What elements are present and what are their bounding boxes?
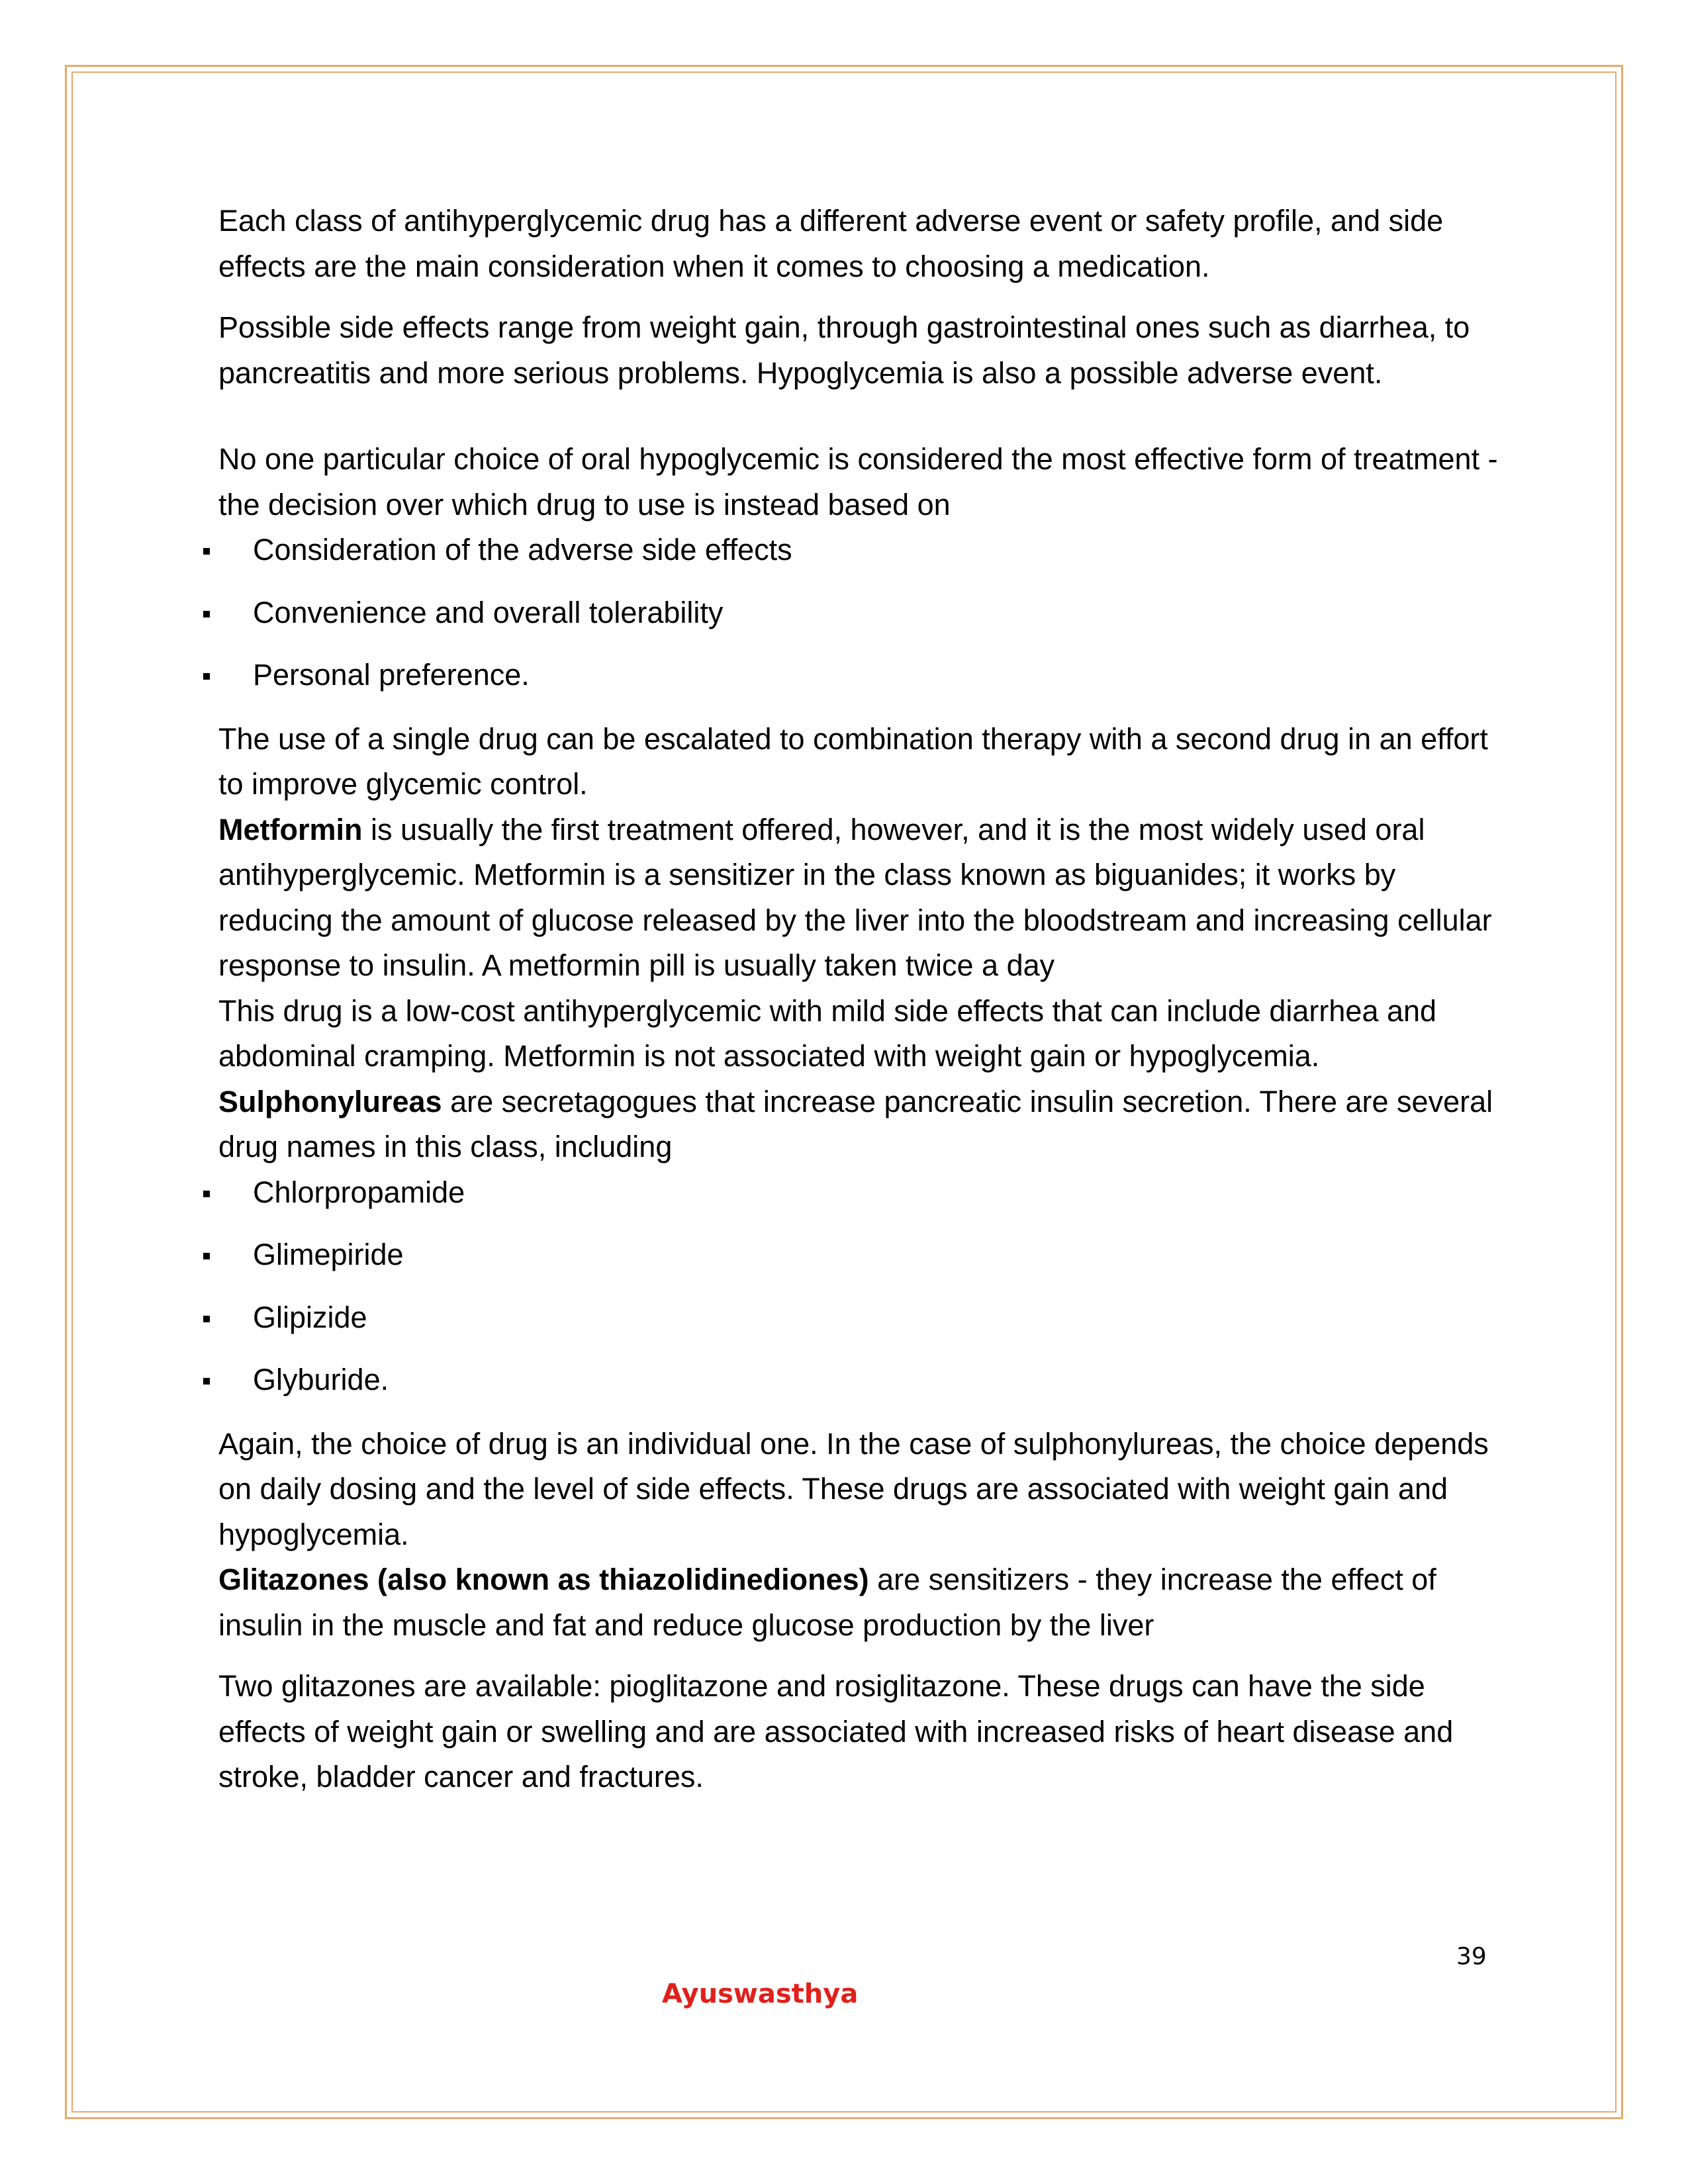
- list-item: Consideration of the adverse side effects: [218, 527, 1509, 573]
- paragraph-sulphonylureas: [218, 1079, 1509, 1170]
- paragraph-glitazones: [218, 1557, 1509, 1648]
- list-item: Glipizide: [218, 1295, 1509, 1341]
- paragraph-two-glitazones: Two glitazones are available: pioglitazone and rosiglitazone. These drugs can have the side effects of weight gain or swelling and are associated with increased risks of heart disease and stroke, bladder cancer and fractures.: [218, 1669, 1454, 1794]
- paragraph-drug-choice: No one particular choice of oral hypoglycemic is considered the most effective form of treatment - the decision over which drug to use is instead based on: [218, 442, 1498, 522]
- list-item: Glimepiride: [218, 1232, 1509, 1278]
- paragraph-metformin: [218, 807, 1509, 989]
- glitazones-description: are sensitizers - they increase the effect of insulin in the muscle and fat and reduce glucose production by the liver: [218, 1563, 1436, 1642]
- paragraph-individual-choice: Again, the choice of drug is an individual one. In the case of sulphonylureas, the choice depends on daily dosing and the level of side effects. These drugs are associated with weight gain and hypoglycemia.: [218, 1426, 1489, 1551]
- list-item: Glyburide.: [218, 1357, 1509, 1403]
- term-sulphonylureas: Sulphonylureas: [218, 1084, 442, 1118]
- list-item: Chlorpropamide: [218, 1170, 1509, 1216]
- page-content: [218, 199, 1509, 1800]
- decision-factors-list: [218, 527, 1509, 698]
- footer-brand: Ayuswasthya: [662, 1979, 859, 2009]
- metformin-description: is usually the first treatment offered, however, and it is the most widely used oral antihyperglycemic. Metformin is a sensitizer in the class known as biguanides; it works by reducing the amount of glucose released by the liver into the bloodstream and increasing cellular response to insulin. A metformin pill is usually taken twice a day: [218, 812, 1492, 982]
- list-item: Personal preference.: [218, 653, 1509, 698]
- paragraph-adverse-profile: Each class of antihyperglycemic drug has a different adverse event or safety profile, and side effects are the main consideration when it comes to choosing a medication.: [218, 204, 1444, 283]
- sulphonylurea-drugs-list: [218, 1170, 1509, 1403]
- paragraph-side-effects: Possible side effects range from weight gain, through gastrointestinal ones such as diarrhea, to pancreatitis and more serious problems. Hypoglycemia is also a possible adverse event.: [218, 310, 1470, 390]
- term-glitazones: Glitazones (also known as thiazolidinediones): [218, 1563, 869, 1596]
- list-item: Convenience and overall tolerability: [218, 590, 1509, 636]
- page-number: 39: [1456, 1943, 1487, 1970]
- paragraph-metformin-cost: This drug is a low-cost antihyperglycemic with mild side effects that can include diarrhea and abdominal cramping. Metformin is not associated with weight gain or hypoglycemia.: [218, 993, 1437, 1073]
- paragraph-combination-therapy: The use of a single drug can be escalated to combination therapy with a second drug in an effort to improve glycemic control.: [218, 721, 1488, 801]
- sulphonylureas-description: are secretagogues that increase pancreatic insulin secretion. There are several drug names in this class, including: [218, 1084, 1493, 1163]
- term-metformin: Metformin: [218, 812, 363, 846]
